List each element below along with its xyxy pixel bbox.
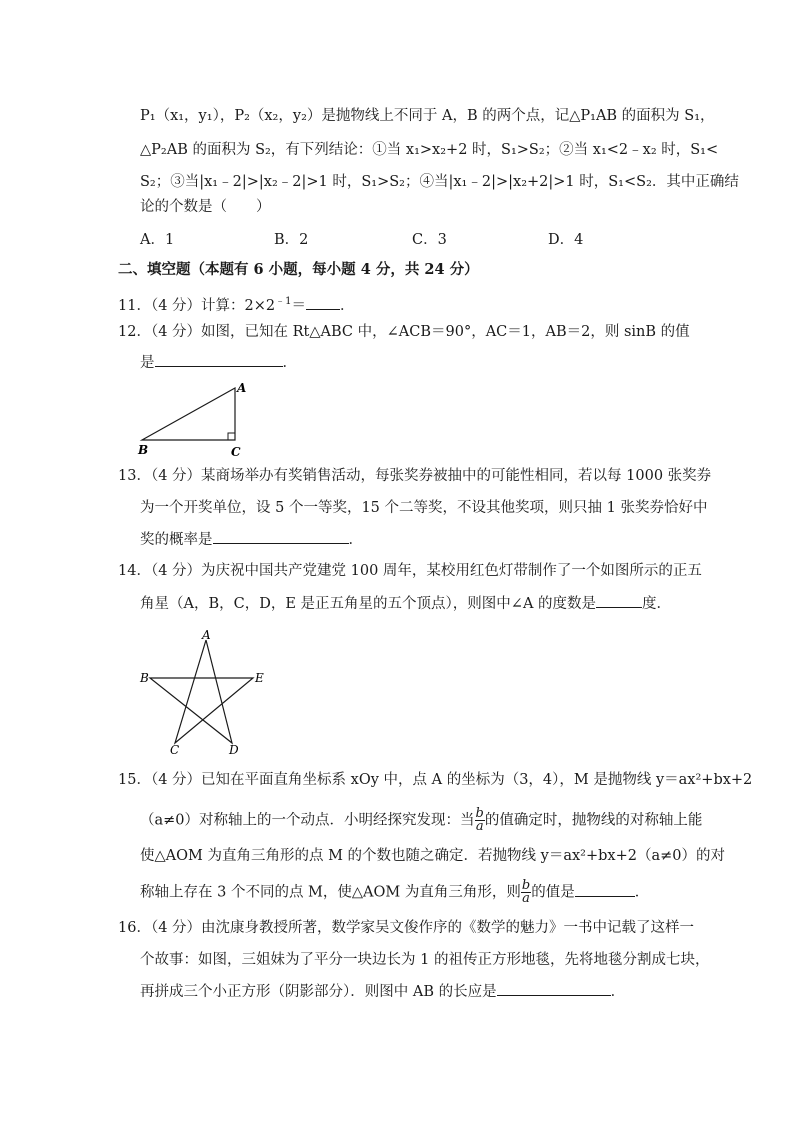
frac-denominator: a xyxy=(475,819,484,834)
q12-end: ． xyxy=(282,355,297,371)
q15-line-2-start: （a≠0）对称轴上的一个动点．小明经探究发现：当 xyxy=(140,812,475,829)
q16-line-3-text: 再拼成三个小正方形（阴影部分）．则图中 AB 的长应是 xyxy=(140,984,497,1000)
q16-line-2: 个故事：如图，三姐妹为了平分一块边长为 1 的祖传正方形地毯，先将地毯分割成七块， xyxy=(140,952,710,968)
q11 xyxy=(118,292,638,316)
q11-equals: ＝ xyxy=(291,297,307,314)
q15-line-3: 使△AOM 为直角三角形的点 M 的个数也随之确定．若抛物线 y＝ax²+bx+2（a≠0）的对 xyxy=(140,848,725,864)
q10-choice-c: C．3 xyxy=(412,232,447,248)
frac-numerator: b xyxy=(475,806,484,821)
q15-line-4-start: 称轴上存在 3 个不同的点 M，使△AOM 为直角三角形，则 xyxy=(140,884,521,901)
q10-choice-b: B．2 xyxy=(274,232,309,248)
label-a: A xyxy=(237,381,247,395)
five-pointed-star xyxy=(150,640,253,743)
q12-line-2 xyxy=(140,352,660,373)
q12-answer-blank xyxy=(155,352,283,367)
triangle-abc xyxy=(142,388,235,440)
q13-line-3-text: 奖的概率是 xyxy=(140,532,213,548)
q15-answer-blank xyxy=(575,882,635,897)
q15-line-4-mid: 的值是 xyxy=(531,884,575,901)
q15-line-2 xyxy=(140,806,703,834)
frac-denominator-2: a xyxy=(522,891,530,906)
q15-line-2-end: 的值确定时，抛物线的对称轴上能 xyxy=(484,812,703,829)
star-label-b: B xyxy=(140,671,149,685)
star-label-a: A xyxy=(202,628,211,642)
q12-triangle-figure xyxy=(132,380,252,460)
q13-end: ． xyxy=(348,532,363,548)
q15-fraction-b-over-a xyxy=(475,808,485,833)
q15-line-1: 15．（4 分）已知在平面直角坐标系 xOy 中，点 A 的坐标为（3，4），M 是抛物线 y＝ax²+bx+2 xyxy=(118,772,753,788)
q13-answer-blank xyxy=(213,529,349,544)
q12-line-1: 12．（4 分）如图，已知在 Rt△ABC 中，∠ACB＝90°，AC＝1，AB＝2，则 sinB 的值 xyxy=(118,324,690,340)
q10-line-1: P₁（x₁，y₁），P₂（x₂，y₂）是抛物线上不同于 A，B 的两个点，记△P₁AB 的面积为 S₁， xyxy=(140,108,715,124)
label-c: C xyxy=(231,445,241,459)
q10-choice-d: D．4 xyxy=(548,232,584,248)
q10-choice-a: A．1 xyxy=(140,232,175,248)
label-b: B xyxy=(138,443,149,457)
q12-line-2-text: 是 xyxy=(140,355,155,371)
q14-line-2-text: 角星（A，B，C，D，E 是正五角星的五个顶点），则图中∠A 的度数是 xyxy=(140,596,597,612)
q16-line-1: 16．（4 分）由沈康身教授所著，数学家吴文俊作序的《数学的魅力》一书中记载了这样一 xyxy=(118,920,695,936)
q15-fraction-b-over-a-2 xyxy=(521,880,531,905)
q15-line-4 xyxy=(140,880,660,905)
star-label-c: C xyxy=(170,743,180,756)
q11-text: 11．（4 分）计算：2×2 xyxy=(118,297,276,314)
q16-end: ． xyxy=(610,984,626,1000)
q14-end: 度． xyxy=(642,596,672,612)
q11-exponent: ﹣1 xyxy=(275,296,292,307)
q15-end: ． xyxy=(634,884,650,901)
q16-answer-blank xyxy=(497,981,611,996)
frac-numerator-2: b xyxy=(521,878,531,893)
q16-line-3 xyxy=(140,981,660,1002)
q10-line-2: △P₂AB 的面积为 S₂，有下列结论：①当 x₁>x₂+2 时，S₁>S₂；②当 x₁<2﹣x₂ 时，S₁< xyxy=(140,142,719,158)
star-label-d: D xyxy=(229,743,239,756)
q11-answer-blank xyxy=(306,295,340,310)
q10-choices xyxy=(140,228,660,248)
q13-line-3 xyxy=(140,529,660,550)
star-label-e: E xyxy=(255,671,264,685)
section-title: 二、填空题（本题有 6 小题，每小题 4 分，共 24 分） xyxy=(118,261,479,278)
q10-line-3: S₂；③当|x₁﹣2|>|x₂﹣2|>1 时，S₁>S₂；④当|x₁﹣2|>|x₂+2|>1 时，S₁<S₂．其中正确结 xyxy=(140,174,739,190)
q14-line-2 xyxy=(140,593,672,614)
q11-end: ． xyxy=(340,297,355,314)
q14-line-1: 14．（4 分）为庆祝中国共产党建党 100 周年，某校用红色灯带制作了一个如图所示的正五 xyxy=(118,563,702,579)
q14-star-figure xyxy=(138,628,278,756)
q10-line-4: 论的个数是（ ） xyxy=(140,199,271,215)
q14-answer-blank xyxy=(596,593,642,608)
q13-line-2: 为一个开奖单位，设 5 个一等奖，15 个二等奖，不设其他奖项，则只抽 1 张奖券恰好中 xyxy=(140,500,708,516)
q13-line-1: 13．（4 分）某商场举办有奖销售活动，每张奖券被抽中的可能性相同，若以每 1000 张奖券 xyxy=(118,468,712,484)
right-angle-mark xyxy=(228,433,235,440)
